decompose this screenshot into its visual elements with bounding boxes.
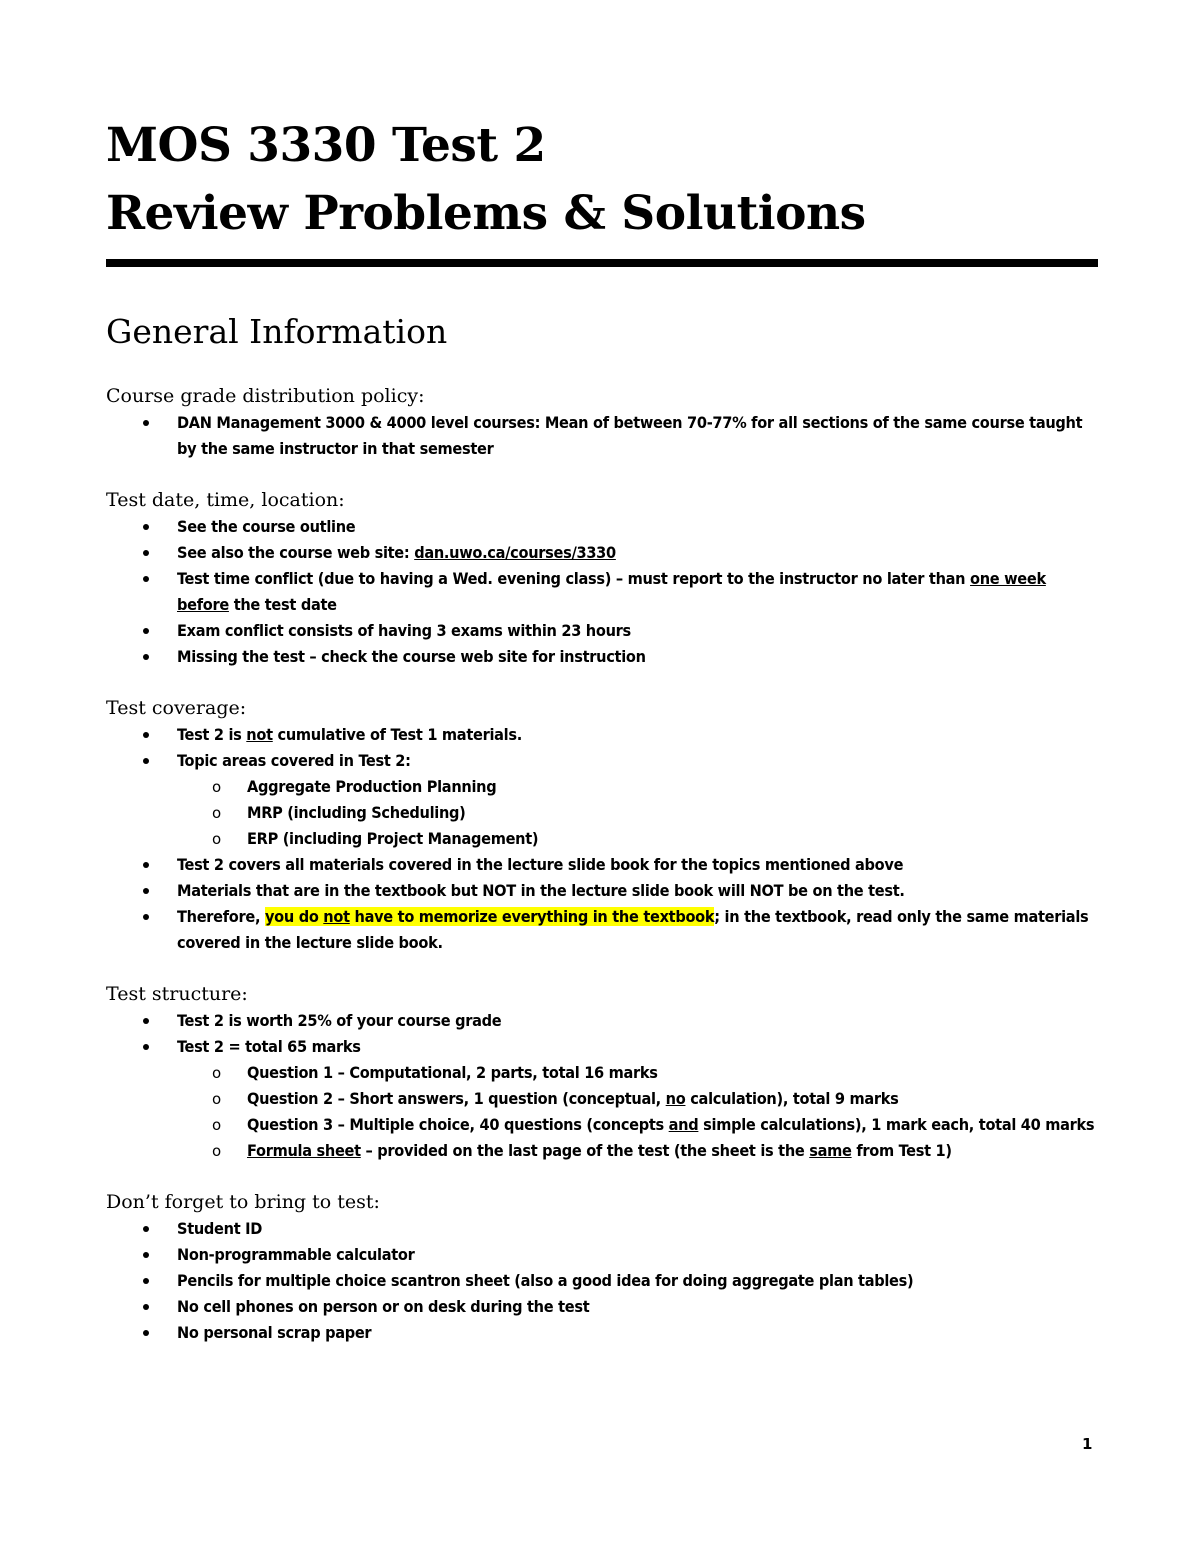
list-item: Pencils for multiple choice scantron sheet (also a good idea for doing aggregate plan tables) (106, 1268, 1098, 1294)
test-coverage-list (106, 722, 1098, 956)
list-item-text: cumulative of Test 1 materials. (272, 725, 522, 744)
list-item (106, 566, 1098, 618)
list-item-text: from Test 1) (851, 1141, 952, 1160)
test-coverage-heading: Test coverage: (106, 697, 247, 719)
list-item-text: Test 2 is (177, 725, 247, 744)
list-item-text: calculation), total 9 marks (685, 1089, 899, 1108)
document-title (106, 112, 1098, 248)
list-item: Missing the test – check the course web site for instruction (106, 644, 1098, 670)
list-item: See the course outline (106, 514, 1098, 540)
sub-list-item: o MRP (including Scheduling) (106, 800, 1098, 826)
list-item: Test 2 is worth 25% of your course grade (106, 1008, 1098, 1034)
course-website-link[interactable]: dan.uwo.ca/courses/3330 (414, 543, 616, 562)
grade-policy-list (106, 410, 1098, 462)
list-item: Materials that are in the textbook but NOT in the lecture slide book will NOT be on the test. (106, 878, 1098, 904)
list-item: Student ID (106, 1216, 1098, 1242)
list-item-text: Question 2 – Short answers, 1 question (conceptual, (247, 1089, 666, 1108)
underlined-text: no (665, 1089, 686, 1108)
list-item-text: – provided on the last page of the test (the sheet is the (360, 1141, 810, 1160)
list-item: Exam conflict consists of having 3 exams within 23 hours (106, 618, 1098, 644)
list-item (106, 722, 1098, 748)
highlighted-text-part: you do (264, 907, 324, 926)
title-line-1: MOS 3330 Test 2 (106, 118, 546, 173)
section-heading: General Information (106, 312, 448, 351)
list-item-text: See also the course web site: (177, 543, 415, 562)
underlined-text: Formula sheet (247, 1141, 361, 1160)
sub-list-item: o Aggregate Production Planning (106, 774, 1098, 800)
document-page (106, 112, 1098, 1346)
grade-policy-section (106, 382, 1098, 462)
bring-to-test-section (106, 1188, 1098, 1346)
test-date-heading: Test date, time, location: (106, 489, 345, 511)
highlighted-text-part: have to memorize everything in the textbook (349, 907, 715, 926)
list-item: DAN Management 3000 & 4000 level courses: Mean of between 70-77% for all sections of the same course taught by the same instructor in that semester (106, 410, 1098, 462)
page-number: 1 (1082, 1435, 1093, 1453)
underlined-text: not (323, 907, 350, 926)
list-item: Topic areas covered in Test 2: (106, 748, 1098, 774)
bring-to-test-list (106, 1216, 1098, 1346)
list-item-text: Test time conflict (due to having a Wed. evening class) – must report to the instructor no later than (177, 569, 971, 588)
list-item: Test 2 = total 65 marks (106, 1034, 1098, 1060)
underlined-text: one week before (177, 569, 1046, 614)
list-item-text: ; in the textbook, read only the same materials covered in the lecture slide book. (177, 907, 1089, 952)
highlighted-text (265, 907, 714, 926)
sub-list-item (106, 1138, 1098, 1164)
title-line-2: Review Problems & Solutions (106, 186, 866, 241)
list-item-text: simple calculations), 1 mark each, total 40 marks (698, 1115, 1095, 1134)
test-date-list (106, 514, 1098, 670)
sub-list-item (106, 1086, 1098, 1112)
sub-list-item: o Question 1 – Computational, 2 parts, total 16 marks (106, 1060, 1098, 1086)
list-item (106, 904, 1098, 956)
list-item-text: Question 3 – Multiple choice, 40 questions (concepts (247, 1115, 669, 1134)
list-item-text: the test date (228, 595, 337, 614)
test-structure-section (106, 980, 1098, 1164)
sub-list-item (106, 1112, 1098, 1138)
title-rule (106, 259, 1098, 267)
sub-list-item: o ERP (including Project Management) (106, 826, 1098, 852)
test-structure-list (106, 1008, 1098, 1164)
list-item: No personal scrap paper (106, 1320, 1098, 1346)
test-date-section (106, 486, 1098, 670)
list-item: Test 2 covers all materials covered in the lecture slide book for the topics mentioned above (106, 852, 1098, 878)
underlined-text: not (246, 725, 273, 744)
test-structure-heading: Test structure: (106, 983, 248, 1005)
list-item (106, 540, 1098, 566)
list-item: Non-programmable calculator (106, 1242, 1098, 1268)
underlined-text: same (809, 1141, 852, 1160)
underlined-text: and (668, 1115, 699, 1134)
test-coverage-section (106, 694, 1098, 956)
list-item: No cell phones on person or on desk during the test (106, 1294, 1098, 1320)
bring-to-test-heading: Don’t forget to bring to test: (106, 1191, 380, 1213)
grade-policy-heading: Course grade distribution policy: (106, 385, 425, 407)
list-item-text: Therefore, (177, 907, 265, 926)
